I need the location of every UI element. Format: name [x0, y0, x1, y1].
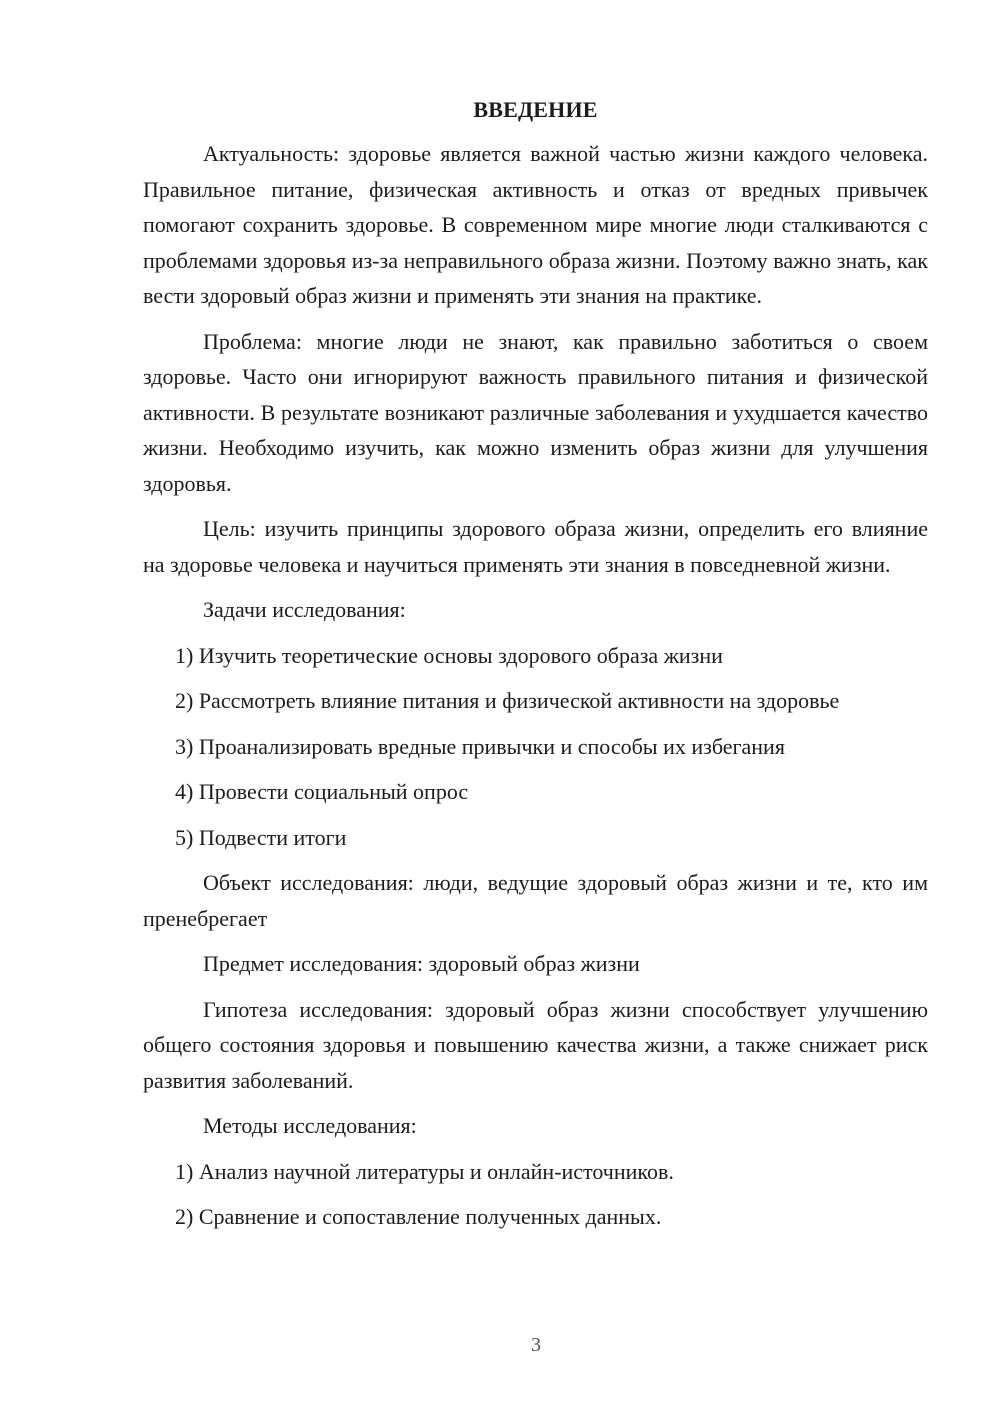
methods-list — [143, 1154, 928, 1235]
list-item: 2) Рассмотреть влияние питания и физической активности на здоровье — [175, 688, 840, 713]
list-item: 5) Подвести итоги — [175, 824, 347, 850]
list-item: 2) Сравнение и сопоставление полученных данных. — [175, 1204, 662, 1229]
list-item: 3) Проанализировать вредные привычки и способы их избегания — [175, 733, 785, 759]
tasks-list — [143, 638, 928, 856]
tasks-label: Задачи исследования: — [203, 597, 406, 622]
goal-paragraph: Цель: изучить принципы здорового образа жизни, определить его влияние на здоровье человека и научиться применять эти знания в повседневной жизни. — [143, 516, 928, 577]
hypothesis-paragraph: Гипотеза исследования: здоровый образ жизни способствует улучшению общего состояния здоровья и повышению качества жизни, а также снижает риск развития заболеваний. — [143, 996, 928, 1093]
document-body — [143, 96, 928, 1245]
page-number: 3 — [531, 1334, 541, 1356]
methods-label: Методы исследования: — [203, 1113, 417, 1138]
list-item: 4) Провести социальный опрос — [175, 779, 469, 804]
relevance-paragraph: Актуальность: здоровье является важной частью жизни каждого человека. Правильное питание, физическая активность и отказ от вредных привычек помогают сохранить здоровье. В современном мире многие люди сталкиваются с проблемами здоровья из-за неправильного образа жизни. Поэтому важно знать, как вести здоровый образ жизни и применять эти знания на практике. — [143, 141, 928, 308]
section-heading: ВВЕДЕНИЕ — [473, 97, 598, 122]
list-item: 1) Анализ научной литературы и онлайн-источников. — [175, 1158, 674, 1184]
problem-paragraph: Проблема: многие люди не знают, как правильно заботиться о своем здоровье. Часто они игнорируют важность правильного питания и физической активности. В результате возникают различные заболевания и ухудшается качество жизни. Необходимо изучить, как можно изменить образ жизни для улучшения здоровья. — [143, 328, 928, 496]
object-paragraph: Объект исследования: люди, ведущие здоровый образ жизни и те, кто им пренебрегает — [143, 870, 928, 931]
subject-paragraph: Предмет исследования: здоровый образ жизни — [203, 951, 640, 976]
list-item: 1) Изучить теоретические основы здорового образа жизни — [175, 642, 723, 668]
